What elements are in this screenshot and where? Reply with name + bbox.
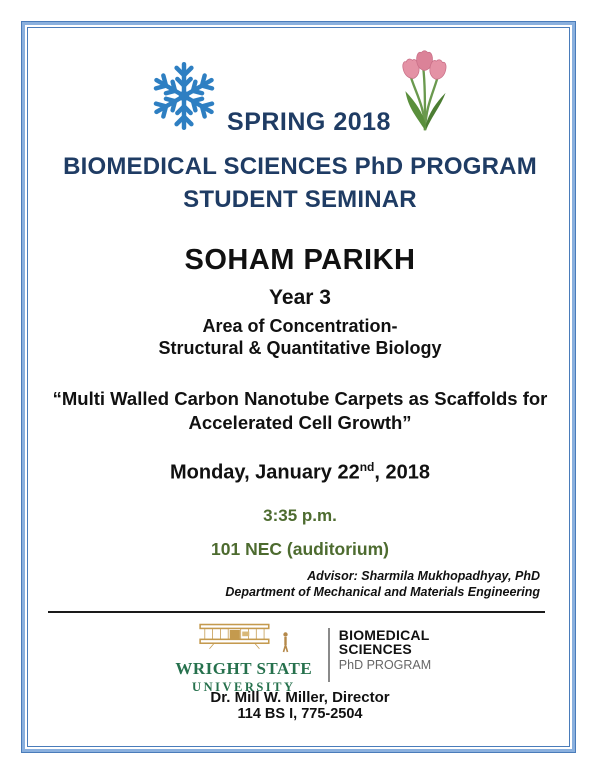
wright-flyer-biplane-icon (197, 621, 275, 658)
program-heading-line1: BIOMEDICAL SCIENCES PhD PROGRAM (63, 153, 537, 180)
event-time: 3:35 p.m. (263, 506, 337, 525)
footer-program-line3: PhD PROGRAM (338, 657, 432, 672)
program-heading-line2: STUDENT SEMINAR (183, 186, 417, 214)
concentration-value: Structural & Quantitative Biology (158, 337, 442, 358)
advisor-name: Advisor: Sharmila Mukhopadhyay, PhD (307, 569, 540, 583)
event-location: 101 NEC (auditorium) (211, 539, 389, 559)
speaker-name: SOHAM PARIKH (184, 244, 416, 276)
footer-divider (48, 611, 545, 613)
advisor-department: Department of Mechanical and Materials Engineering (225, 585, 540, 599)
talk-title-line1: “Multi Walled Carbon Nanotube Carpets as Scaffolds for (52, 388, 548, 409)
university-name: WRIGHT STATE (175, 659, 313, 678)
footer-logo-row (0, 626, 600, 695)
speaker-year: Year 3 (269, 286, 331, 309)
talk-title (0, 387, 600, 436)
footer-program-block (339, 626, 431, 672)
standing-figure-icon (281, 632, 290, 658)
concentration-block (0, 316, 600, 360)
program-heading (0, 150, 600, 216)
season-header (0, 52, 600, 140)
season-label: SPRING 2018 (227, 108, 391, 136)
tulip-icon (397, 49, 453, 140)
footer-program-line1: BIOMEDICAL (338, 627, 430, 643)
director-line: Dr. Mill W. Miller, Director (210, 689, 390, 706)
wright-state-logo (169, 626, 319, 695)
footer-program-line2: SCIENCES (338, 641, 412, 658)
event-date (0, 460, 600, 485)
event-date-ordinal: nd (359, 460, 375, 474)
logo-divider-bar (328, 628, 330, 682)
snowflake-icon (147, 57, 221, 140)
talk-title-line2: Accelerated Cell Growth” (188, 412, 412, 434)
event-date-main: Monday, January 22 (170, 461, 360, 484)
university-subname: UNIVERSITY (192, 680, 296, 694)
logo-art (197, 626, 290, 658)
advisor-block (225, 568, 540, 600)
concentration-label: Area of Concentration- (202, 316, 398, 336)
event-date-tail: , 2018 (374, 461, 430, 484)
contact-line: 114 BS I, 775-2504 (237, 706, 363, 722)
